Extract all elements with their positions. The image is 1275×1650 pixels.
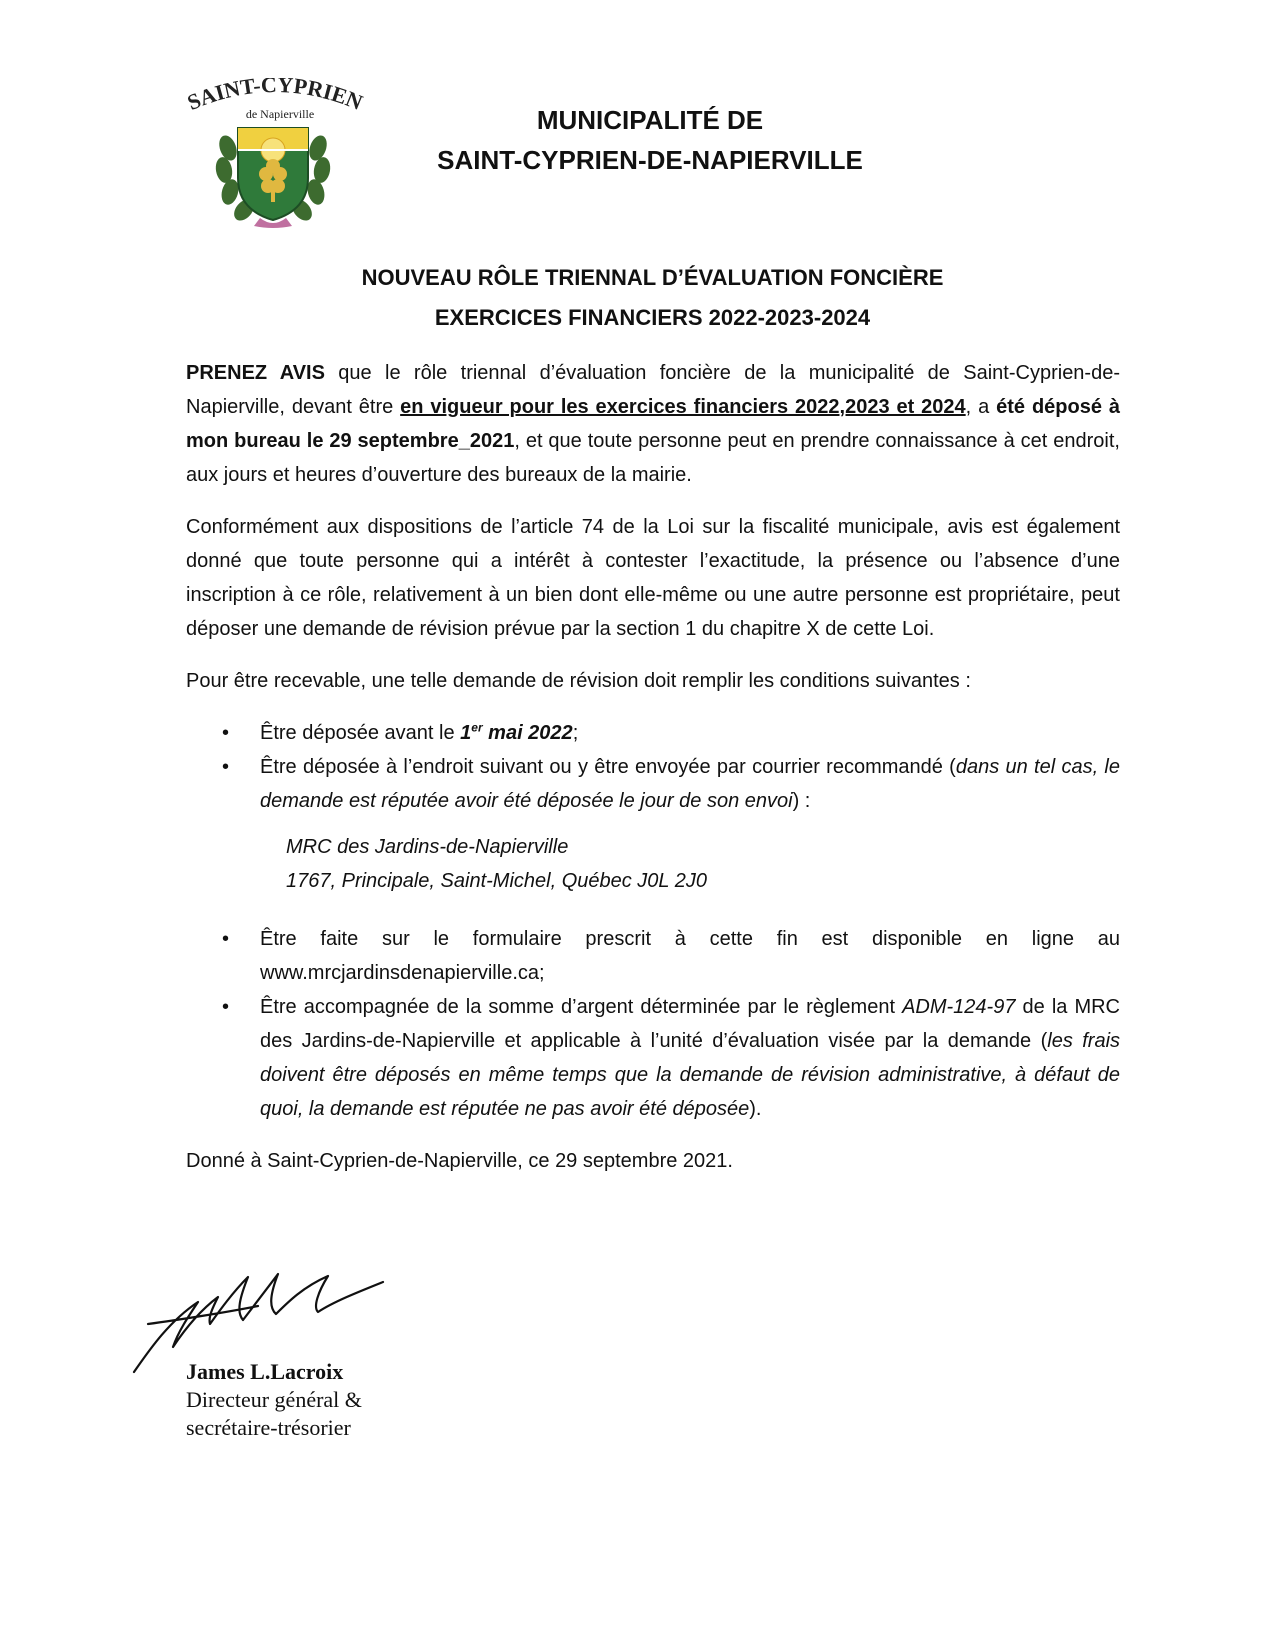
municipality-header [400,100,900,180]
municipal-logo [180,78,380,228]
signer-title-line2: secrétaire-trésorier [186,1415,351,1440]
municipality-header-line1: MUNICIPALITÉ DE [536,105,764,135]
coat-of-arms-icon [180,78,380,228]
p1-text-c: , et que toute personne peut en prendre connaissance à cet endroit, aux jours et heures d’ouverture des bureaux de la mairie. [186,430,1120,486]
p1-text-b: , a [965,396,997,418]
condition-deadline [260,716,1120,750]
condition-fee [260,990,1120,1126]
condition-deadline-end: ; [572,722,579,744]
notice-title-line2: EXERCICES FINANCIERS 2022-2023-2024 [434,305,871,330]
mrc-address [186,818,1120,922]
p1-underlined-text: en vigueur pour les exercices financiers 2022,2023 et 2024 [400,396,966,418]
prenez-avis-text: PRENEZ AVIS [186,362,325,384]
conditions-list [186,716,1120,818]
notice-body [186,356,1120,1196]
condition-fee-note: les frais doivent être déposés en même temps que la demande de révision administrative, à défaut de quoi, la demande est réputée ne pas avoir été déposée [260,1030,1121,1120]
condition-location [260,750,1120,818]
p1-text-a: que le rôle triennal d’évaluation foncière de la municipalité de Saint-Cyprien-de-Napierville, devant être [186,362,1120,418]
signer-block [186,1358,362,1442]
municipality-header-line2: SAINT-CYPRIEN-DE-NAPIERVILLE [437,145,863,175]
address-line2: 1767, Principale, Saint-Michel, Québec J0L 2J0 [286,870,707,892]
deadline-month-year: mai 2022 [482,722,573,744]
bylaw-number: ADM-124-97 [902,996,1016,1018]
condition-deadline-text: Être déposée avant le [260,722,461,744]
paragraph-notice [186,356,1120,492]
condition-fee-end: ). [749,1098,762,1120]
svg-text:SAINT-CYPRIEN: SAINT-CYPRIEN [183,78,367,116]
paragraph-conditions-intro: Pour être recevable, une telle demande de révision doit remplir les conditions suivantes : [186,670,971,692]
condition-location-text: Être déposée à l’endroit suivant ou y être envoyée par courrier recommandé ( [260,756,956,778]
condition-fee-text: Être accompagnée de la somme d’argent déterminée par le règlement [260,996,903,1018]
deadline-day: 1 [460,722,472,744]
signer-title-line1: Directeur général & [186,1387,362,1412]
notice-title [180,258,1125,338]
conditions-list-continued [186,922,1120,1126]
signer-name: James L.Lacroix [186,1359,344,1384]
svg-text:de Napierville: de Napierville [245,107,315,121]
condition-form: • Être faite sur le formulaire prescrit à cette fin est disponible en ligne au www.mrcjardinsdenapierville.ca; [260,922,1120,990]
address-line1: MRC des Jardins-de-Napierville [286,836,569,858]
notice-title-line1: NOUVEAU RÔLE TRIENNAL D’ÉVALUATION FONCIÈRE [361,265,944,290]
paragraph-article-74: Conformément aux dispositions de l’article 74 de la Loi sur la fiscalité municipale, avis est également donné que toute personne qui a intérêt à contester l’exactitude, la présence ou l’absence d’une inscription à ce rôle, relativement à un bien dont elle-même ou une autre personne est propriétaire, peut déposer une demande de révision prévue par la section 1 du chapitre X de cette Loi. [186,516,1120,640]
p1-deposit-date-text: été déposé à mon bureau le 29 septembre_2021 [186,396,1120,452]
deadline-day-suffix: er [471,720,483,735]
given-at-text: Donné à Saint-Cyprien-de-Napierville, ce 29 septembre 2021. [186,1150,733,1172]
condition-location-note: dans un tel cas, le demande est réputée avoir été déposée le jour de son envoi [260,756,1120,812]
condition-location-end: ) : [792,790,811,812]
condition-fee-text-b: de la MRC des Jardins-de-Napierville et applicable à l’unité d’évaluation visée par la demande ( [260,996,1120,1052]
